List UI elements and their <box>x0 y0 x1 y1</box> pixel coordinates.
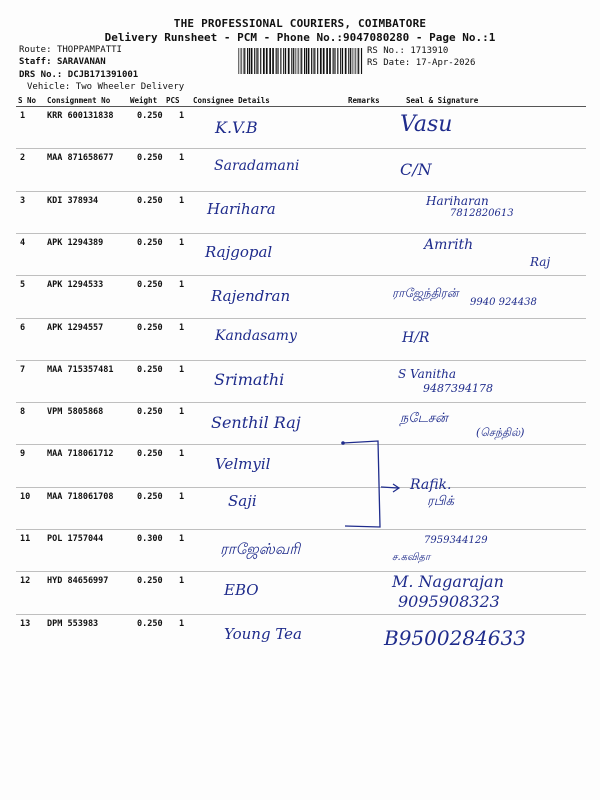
consignee-handwriting: ராஜேஸ்வரி <box>220 540 301 558</box>
row-pcs: 1 <box>179 364 185 375</box>
row-divider <box>16 233 586 234</box>
runsheet-subtitle: Delivery Runsheet - PCM - Phone No.:9047080280 - Page No.:1 <box>104 31 496 44</box>
row-weight: 0.250 <box>137 491 163 502</box>
row-consignment-no: APK 1294389 <box>47 237 104 248</box>
row-consignment-no: MAA 718061708 <box>47 491 114 502</box>
staff-value: SARAVANAN <box>56 57 106 67</box>
row-pcs: 1 <box>179 449 185 460</box>
vehicle-label: Vehicle: <box>27 82 71 92</box>
consignee-handwriting: K.V.B <box>215 118 258 137</box>
signature-handwriting: ச.கவிதா <box>392 552 431 563</box>
signature-handwriting: Hariharan <box>426 194 489 208</box>
signature-handwriting: Amrith <box>424 237 474 253</box>
row-consignment-no: APK 1294533 <box>47 280 104 291</box>
consignee-handwriting: Saji <box>228 492 257 510</box>
row-pcs: 1 <box>179 195 185 206</box>
consignee-handwriting: Srimathi <box>214 370 285 389</box>
row-weight: 0.250 <box>137 407 163 418</box>
row-pcs: 1 <box>179 576 185 587</box>
row-sno: 4 <box>20 237 26 248</box>
vehicle-value: Two Wheeler Delivery <box>75 82 185 92</box>
row-divider <box>16 402 586 403</box>
row-pcs: 1 <box>179 237 185 248</box>
row-consignment-no: APK 1294557 <box>47 322 104 333</box>
row-pcs: 1 <box>179 407 185 418</box>
row-sno: 3 <box>20 195 26 206</box>
company-title: THE PROFESSIONAL COURIERS, COIMBATORE <box>173 17 427 30</box>
row-sno: 8 <box>20 407 26 418</box>
consignee-handwriting: Saradamani <box>214 158 300 174</box>
vehicle-line <box>27 82 184 92</box>
row-weight: 0.250 <box>137 111 163 121</box>
row-divider <box>16 148 586 149</box>
row-pcs: 1 <box>179 153 185 164</box>
row-divider <box>16 360 586 361</box>
signature-handwriting-extra: 7812820613 <box>450 208 514 219</box>
row-pcs: 1 <box>179 280 185 291</box>
rs-date-value: 17-Apr-2026 <box>415 58 476 68</box>
row-weight: 0.250 <box>137 364 163 375</box>
rs-date-line <box>367 58 475 68</box>
staff-line <box>19 57 106 67</box>
signature-handwriting-extra: 7959344129 <box>424 535 488 546</box>
rs-no-value: 1713910 <box>410 46 449 56</box>
signature-handwriting-extra: ரபிக் <box>427 494 454 509</box>
row-pcs: 1 <box>179 534 185 544</box>
row-consignment-no: HYD 84656997 <box>47 576 109 587</box>
row-weight: 0.250 <box>137 576 163 587</box>
route-label: Route: <box>19 45 52 55</box>
signature-handwriting-extra: (செந்தில்) <box>476 426 525 439</box>
row-divider <box>16 318 586 319</box>
consignee-handwriting: Rajendran <box>211 287 291 305</box>
row-pcs: 1 <box>179 491 185 502</box>
row-divider <box>16 614 586 615</box>
row-sno: 7 <box>20 364 26 375</box>
row-divider <box>16 191 586 192</box>
signature-handwriting: நடேசன் <box>400 411 448 426</box>
signature-handwriting-extra: 9940 924438 <box>470 297 537 308</box>
row-sno: 6 <box>20 322 26 333</box>
row-pcs: 1 <box>179 111 185 121</box>
row-weight: 0.300 <box>137 534 163 544</box>
consignee-handwriting: Rajgopal <box>205 243 273 261</box>
row-weight: 0.250 <box>137 322 163 333</box>
row-weight: 0.250 <box>137 618 163 629</box>
row-divider <box>16 487 586 488</box>
row-sno: 9 <box>20 449 26 460</box>
row-weight: 0.250 <box>137 449 163 460</box>
row-sno: 12 <box>20 576 31 587</box>
route-value: THOPPAMPATTI <box>56 45 122 55</box>
row-sno: 11 <box>20 534 31 544</box>
signature-handwriting: B9500284633 <box>384 626 526 650</box>
signature-handwriting-extra: 9095908323 <box>398 592 500 611</box>
row-sno: 1 <box>20 111 26 121</box>
row-weight: 0.250 <box>137 153 163 164</box>
col-consignment: Consignment No <box>47 96 111 105</box>
signature-handwriting: S Vanitha <box>398 367 457 381</box>
row-pcs: 1 <box>179 618 185 629</box>
row-weight: 0.250 <box>137 195 163 206</box>
signature-handwriting: M. Nagarajan <box>392 572 504 591</box>
row-consignment-no: MAA 715357481 <box>47 364 114 375</box>
row-pcs: 1 <box>179 322 185 333</box>
rs-no-label: RS No.: <box>367 46 405 56</box>
row-consignment-no: POL 1757044 <box>47 534 104 544</box>
col-sno: S No <box>18 96 37 105</box>
consignee-handwriting: Harihara <box>207 200 276 218</box>
row-weight: 0.250 <box>137 280 163 291</box>
signature-handwriting: Rafik. <box>410 477 452 493</box>
rs-date-label: RS Date: <box>367 58 411 68</box>
header-divider <box>16 106 586 107</box>
signature-handwriting: ராஜேந்திரன் <box>392 286 459 300</box>
route-line <box>19 45 122 55</box>
signature-handwriting: H/R <box>402 330 430 346</box>
drs-line <box>19 70 138 80</box>
row-sno: 2 <box>20 153 26 164</box>
col-remarks: Remarks <box>348 96 380 105</box>
row-sno: 10 <box>20 491 31 502</box>
col-seal-signature: Seal & Signature <box>406 96 479 105</box>
row-consignment-no: DPM 553983 <box>47 618 99 629</box>
signature-handwriting: C/N <box>400 160 432 179</box>
row-weight: 0.250 <box>137 237 163 248</box>
row-sno: 5 <box>20 280 26 291</box>
col-consignee: Consignee Details <box>193 96 270 105</box>
col-pcs: PCS <box>166 96 180 105</box>
row-divider <box>16 529 586 530</box>
row-sno: 13 <box>20 618 31 629</box>
drs-value: DCJB171391001 <box>67 70 139 80</box>
drs-label: DRS No.: <box>19 70 63 80</box>
consignee-handwriting: Kandasamy <box>215 328 297 344</box>
row-consignment-no: KDI 378934 <box>47 195 99 206</box>
col-weight: Weight <box>130 96 158 105</box>
signature-handwriting-extra: Raj <box>530 255 551 269</box>
row-divider <box>16 275 586 276</box>
row-consignment-no: VPM 5805868 <box>47 407 104 418</box>
staff-label: Staff: <box>19 57 52 67</box>
row-consignment-no: MAA 718061712 <box>47 449 114 460</box>
row-consignment-no: MAA 871658677 <box>47 153 114 164</box>
consignee-handwriting: Velmyil <box>215 455 271 473</box>
row-divider <box>16 444 586 445</box>
barcode-image <box>237 48 363 74</box>
row-consignment-no: KRR 600131838 <box>47 111 114 121</box>
consignee-handwriting: EBO <box>224 581 259 599</box>
consignee-handwriting: Senthil Raj <box>211 413 301 432</box>
signature-handwriting: Vasu <box>400 112 453 137</box>
consignee-handwriting: Young Tea <box>224 625 302 643</box>
signature-handwriting-extra: 9487394178 <box>423 382 493 395</box>
rs-no-line <box>367 46 448 56</box>
